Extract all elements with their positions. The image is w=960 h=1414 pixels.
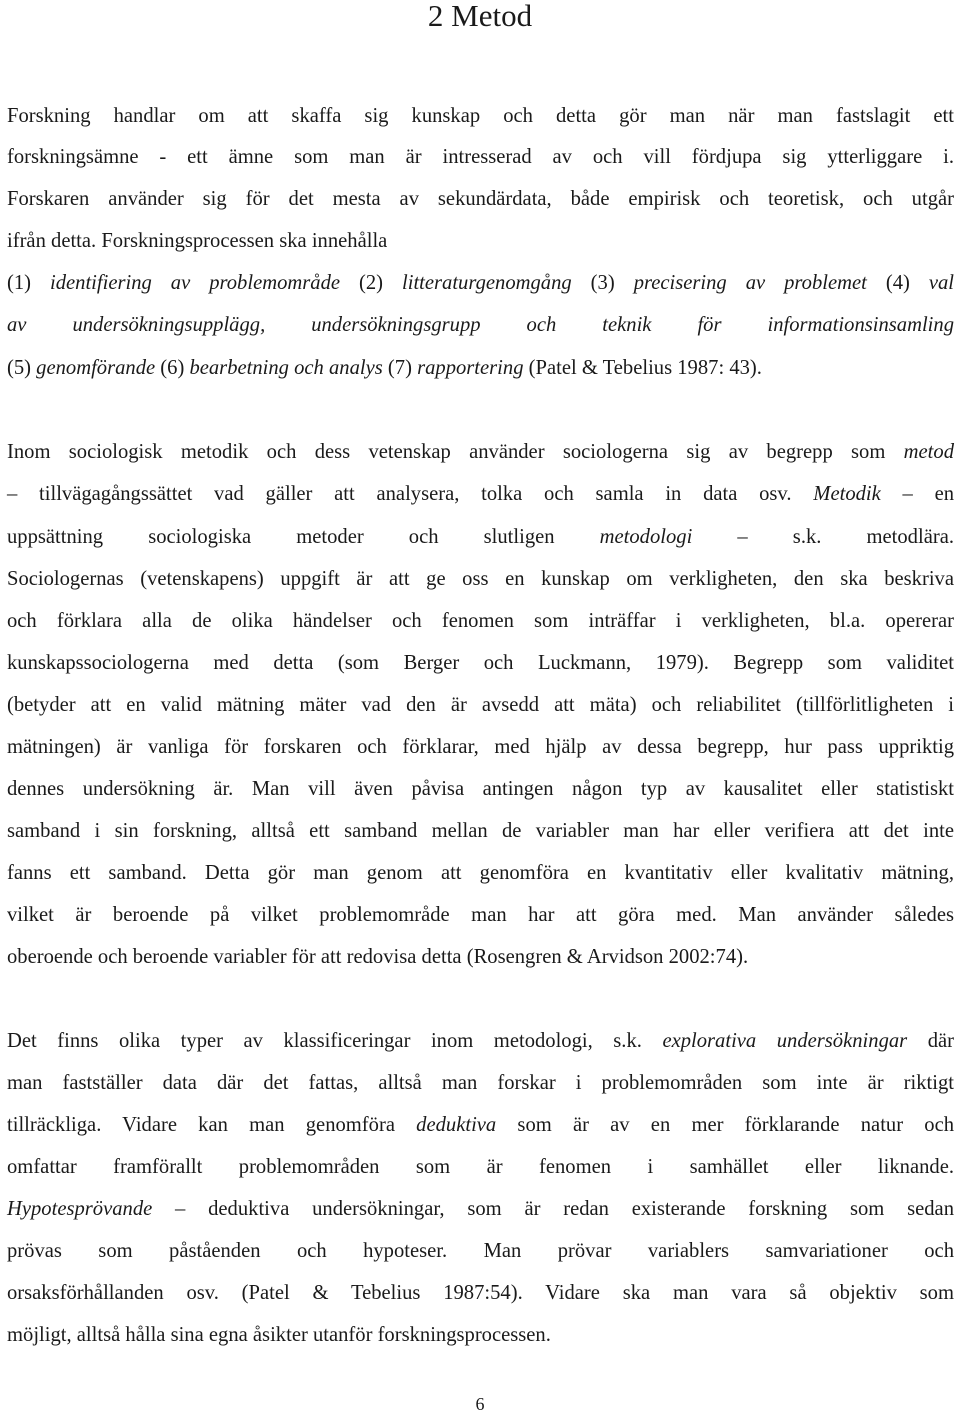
text-line (7, 859, 954, 887)
text-segment: som är av en mer förklarande natur och (496, 1114, 955, 1136)
text-line (7, 649, 954, 677)
italic-text: val (928, 272, 955, 294)
text-segment: (6) (155, 357, 190, 379)
text-segment: – en (880, 483, 955, 505)
text-segment: – s.k. metodlära. (692, 526, 954, 548)
text-segment: (Patel & Tebelius 1987: 43). (523, 357, 762, 379)
text-line (7, 1237, 954, 1265)
text-segment: Inom sociologisk metodik och dess vetenskap använder sociologerna sig av begrepp som (7, 441, 904, 463)
text-segment: (3) (571, 272, 634, 294)
italic-text: identifiering av problemområde (50, 272, 341, 294)
text-line (7, 1069, 954, 1097)
italic-text: precisering av problemet (633, 272, 867, 294)
italic-text: deduktiva (416, 1114, 497, 1136)
text-segment: möjligt, alltså hålla sina egna åsikter utanför forskningsprocessen. (7, 1324, 551, 1346)
text-segment: mätningen) är vanliga för forskaren och förklarar, med hjälp av dessa begrepp, hur pass uppriktig (7, 736, 954, 758)
italic-text: metod (903, 441, 954, 463)
text-line (7, 733, 954, 761)
text-segment: (5) (7, 357, 37, 379)
text-segment: samband i sin forskning, alltså ett samband mellan de variabler man har eller verifiera att det inte (7, 820, 954, 842)
text-segment: ifrån detta. Forskningsprocessen ska innehålla (7, 230, 388, 252)
text-segment: forskningsämne - ett ämne som man är intresserad av och vill fördjupa sig ytterliggare i. (7, 146, 954, 168)
text-segment: omfattar framförallt problemområden som är fenomen i samhället eller liknande. (7, 1156, 954, 1178)
text-line (7, 438, 954, 466)
italic-text: litteraturgenomgång (402, 272, 572, 294)
text-segment: prövas som påståenden och hypoteser. Man prövar variablers samvariationer och (7, 1240, 954, 1262)
text-segment: oberoende och beroende variabler för att redovisa detta (Rosengren & Arvidson 2002:74). (7, 946, 749, 968)
text-segment: dennes undersökning är. Man vill även påvisa antingen någon typ av kausalitet eller statistiskt (7, 778, 954, 800)
italic-text: genomförande (36, 357, 156, 379)
text-line (7, 185, 954, 213)
italic-text: metodologi (599, 526, 693, 548)
text-segment: (2) (340, 272, 402, 294)
text-segment: och förklara alla de olika händelser och fenomen som inträffar i verkligheten, bl.a. opererar (7, 610, 954, 632)
text-segment: man fastställer data där det fattas, alltså man forskar i problemområden som inte är riktigt (7, 1072, 954, 1094)
section-heading: 2 Metod (427, 0, 533, 33)
italic-text: av undersökningsupplägg, undersökningsgrupp och teknik för informationsinsamling (7, 314, 954, 336)
italic-text: bearbetning och analys (189, 357, 383, 379)
text-segment: Sociologernas (vetenskapens) uppgift är att ge oss en kunskap om verkligheten, den ska beskriva (7, 568, 954, 590)
text-line (7, 1153, 954, 1181)
text-line (7, 143, 954, 171)
text-line (7, 691, 954, 719)
text-line (7, 354, 954, 382)
text-line (7, 311, 954, 339)
text-segment: Forskaren använder sig för det mesta av sekundärdata, både empirisk och teoretisk, och utgår (7, 188, 954, 210)
text-segment: tillräckliga. Vidare kan man genomföra (7, 1114, 417, 1136)
text-line (7, 1111, 954, 1139)
text-segment: – deduktiva undersökningar, som är redan existerande forskning som sedan (152, 1198, 954, 1220)
text-segment: där (907, 1030, 955, 1052)
italic-text: Hypotesprövande (7, 1198, 153, 1220)
text-line (7, 565, 954, 593)
text-line (7, 1279, 954, 1307)
italic-text: explorativa undersökningar (662, 1030, 908, 1052)
italic-text: Metodik (813, 483, 881, 505)
text-line (7, 1195, 954, 1223)
text-segment: (betyder att en valid mätning mäter vad den är avsedd att mäta) och reliabilitet (tillförlitligheten i (7, 694, 954, 716)
text-segment: uppsättning sociologiska metoder och slutligen (7, 526, 600, 548)
text-segment: Forskning handlar om att skaffa sig kunskap och detta gör man när man fastslagit ett (7, 105, 954, 127)
text-line (7, 480, 954, 508)
text-line (7, 775, 954, 803)
page-number: 6 (475, 1394, 485, 1414)
text-line (7, 227, 954, 255)
italic-text: rapportering (417, 357, 524, 379)
text-line (7, 1321, 954, 1349)
text-segment: (1) (7, 272, 50, 294)
text-segment: kunskapssociologerna med detta (som Berger och Luckmann, 1979). Begrepp som validitet (7, 652, 954, 674)
text-segment: orsaksförhållanden osv. (Patel & Tebelius 1987:54). Vidare ska man vara så objektiv som (7, 1282, 954, 1304)
text-segment: (4) (866, 272, 929, 294)
text-line (7, 943, 954, 971)
text-line (7, 1027, 954, 1055)
text-line (7, 269, 954, 297)
text-line (7, 817, 954, 845)
text-line (7, 901, 954, 929)
text-segment: – tillvägagångssättet vad gäller att analysera, tolka och samla in data osv. (7, 483, 814, 505)
text-segment: fanns ett samband. Detta gör man genom att genomföra en kvantitativ eller kvalitativ mätning, (7, 862, 954, 884)
text-line (7, 102, 954, 130)
text-segment: Det finns olika typer av klassificeringar inom metodologi, s.k. (7, 1030, 663, 1052)
text-segment: vilket är beroende på vilket problemområde man har att göra med. Man använder således (7, 904, 954, 926)
text-line (7, 523, 954, 551)
text-line (7, 607, 954, 635)
text-segment: (7) (382, 357, 418, 379)
